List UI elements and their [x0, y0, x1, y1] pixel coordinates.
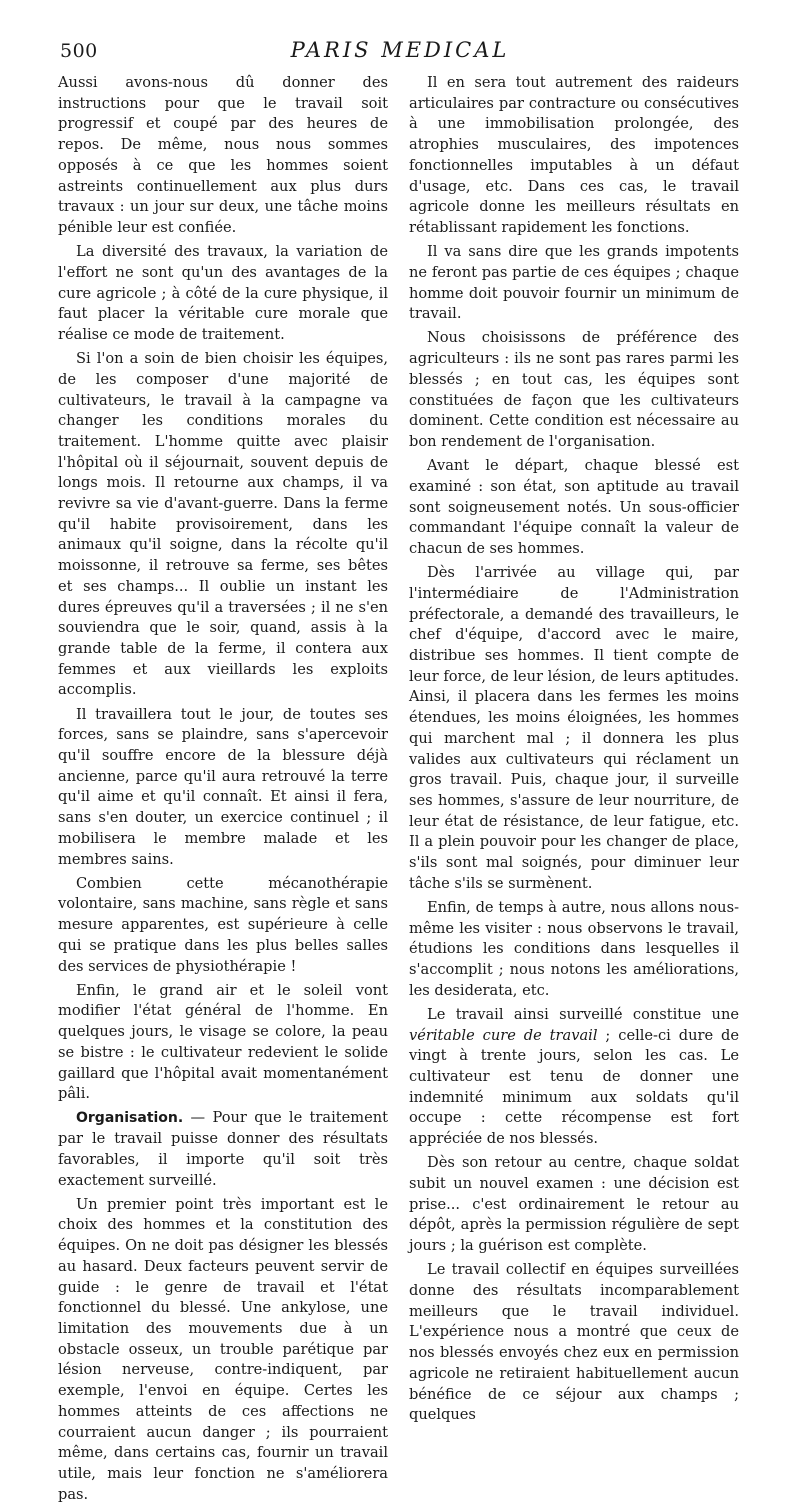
right-column [409, 73, 739, 1430]
paragraph: Nous choisissons de préférence des agriculteurs : ils ne sont pas rares parmi les blessés ; en tout cas, les équipes sont constituées de façon que les cultivateurs dominent. Cette condition est nécessaire au bon rendement de l'organisation. [409, 329, 739, 450]
emphasis-text: véritable cure de travail [409, 1026, 598, 1044]
paragraph: Il travaillera tout le jour, de toutes ses forces, sans se plaindre, sans s'apercevoir qu'il souffre encore de la blessure déjà ancienne, parce qu'il aura retrouvé la terre qu'il aime et qu'il connaît. Et ainsi il fera, sans s'en douter, un exercice continuel ; il mobilisera le membre malade et les membres sains. [58, 705, 388, 868]
paragraph: Enfin, de temps à autre, nous allons nous-même les visiter : nous observons le travail, étudions les conditions dans lesquelles il s'accomplit ; nous notons les améliorations, les desiderata, etc. [409, 898, 739, 999]
page-number: 500 [60, 40, 98, 62]
paragraph: Si l'on a soin de bien choisir les équipes, de les composer d'une majorité de cultivateurs, le travail à la campagne va changer les conditions morales du traitement. L'homme quitte avec plaisir l'hôpital où il séjournait, souvent depuis de longs mois. Il retourne aux champs, il va revivre sa vie d'avant-guerre. Dans la ferme qu'il habite provisoirement, dans les animaux qu'il soigne, dans la récolte qu'il moissonne, il retrouve sa ferme, ses bêtes et ses champs... Il oublie un instant les dures épreuves qu'il a traversées ; il ne s'en souviendra que le soir, quand, assis à la grande table de la ferme, il contera aux femmes et aux vieillards les exploits accomplis. [58, 350, 388, 699]
paragraph [409, 1005, 739, 1150]
paragraph [58, 1108, 388, 1191]
paragraph: Il en sera tout autrement des raideurs articulaires par contracture ou consécutives à une immobilisation prolongée, des atrophies musculaires, des impotences fonctionnelles imputables à un défaut d'usage, etc. Dans ces cas, le travail agricole donne les meilleurs résultats en rétablissant rapidement les fonctions. [409, 74, 739, 236]
paragraph: Il va sans dire que les grands impotents ne feront pas partie de ces équipes ; chaque homme doit pouvoir fournir un minimum de travail. [409, 243, 739, 323]
paragraph: Dès l'arrivée au village qui, par l'intermédiaire de l'Administration préfectorale, a demandé des travailleurs, le chef d'équipe, d'accord avec le maire, distribue ses hommes. Il tient compte de leur force, de leur lésion, de leurs aptitudes. Ainsi, il placera dans les fermes les moins étendues, les moins éloignées, les hommes qui marchent mal ; il donnera les plus valides aux cultivateurs qui réclament un gros travail. Puis, chaque jour, il surveille ses hommes, s'assure de leur nourriture, de leur état de résistance, de leur fatigue, etc. Il a plein pouvoir pour les changer de place, s'ils sont mal soignés, pour diminuer leur tâche s'ils se surmènent. [409, 564, 739, 892]
paragraph: Enfin, le grand air et le soleil vont modifier l'état général de l'homme. En quelques jours, le visage se colore, la peau se bistre : le cultivateur redevient le solide gaillard que l'hôpital avait momentanément pâli. [58, 981, 388, 1103]
paragraph: Avant le départ, chaque blessé est examiné : son état, son aptitude au travail sont soigneusement notés. Un sous-officier commandant l'équipe connaît la valeur de chacun de ses hommes. [409, 457, 739, 557]
paragraph: Combien cette mécanothérapie volontaire, sans machine, sans règle et sans mesure apparentes, est supérieure à celle qui se pratique dans les plus belles salles des services de physiothérapie ! [58, 874, 388, 975]
paragraph: Aussi avons-nous dû donner des instructions pour que le travail soit progressif et coupé par des heures de repos. De même, nous nous sommes opposés à ce que les hommes soient astreints continuellement aux plus durs travaux : un jour sur deux, une tâche moins pénible leur est confiée. [58, 74, 388, 236]
left-column [58, 73, 388, 1509]
paragraph-text: Le travail ainsi surveillé constitue une [427, 1005, 739, 1023]
paragraph: Un premier point très important est le choix des hommes et la constitution des équipes. On ne doit pas désigner les blessés au hasard. Deux facteurs peuvent servir de guide : le genre de travail et l'état fonctionnel du blessé. Une ankylose, une limitation des mouvements due à un obstacle osseux, un trouble parétique par lésion nerveuse, contre-indiquent, par exemple, l'envoi en équipe. Certes les hommes atteints de ces affections ne courraient aucun danger ; ils pourraient même, dans certains cas, fournir un travail utile, mais leur fonction ne s'améliorera pas. [58, 1195, 388, 1503]
paragraph-text: ; celle-ci dure de vingt à trente jours, selon les cas. Le cultivateur est tenu de donner une indemnité minimum aux soldats qu'il occupe : cette récompense est fort appréciée de nos blessés. [409, 1026, 740, 1148]
paragraph: Le travail collectif en équipes surveillées donne des résultats incomparablement meilleurs que le travail individuel. L'expérience nous a montré que ceux de nos blessés envoyés chez eux en permission agricole ne retiraient habituellement aucun bénéfice de ce séjour aux champs ; quelques [409, 1261, 739, 1424]
running-head: PARIS MEDICAL [290, 38, 510, 62]
section-heading: Organisation. [76, 1110, 184, 1127]
paragraph: La diversité des travaux, la variation de l'effort ne sont qu'un des avantages de la cure agricole ; à côté de la cure physique, il faut placer la véritable cure morale que réalise ce mode de traitement. [58, 243, 388, 343]
paragraph-text: — Pour que le traitement par le travail puisse donner des résultats favorables, il importe qu'il soit très exactement surveillé. [58, 1109, 388, 1189]
paragraph: Dès son retour au centre, chaque soldat subit un nouvel examen : une décision est prise... c'est ordinairement le retour au dépôt, après la permission régulière de sept jours ; la guérison est complète. [409, 1154, 739, 1255]
